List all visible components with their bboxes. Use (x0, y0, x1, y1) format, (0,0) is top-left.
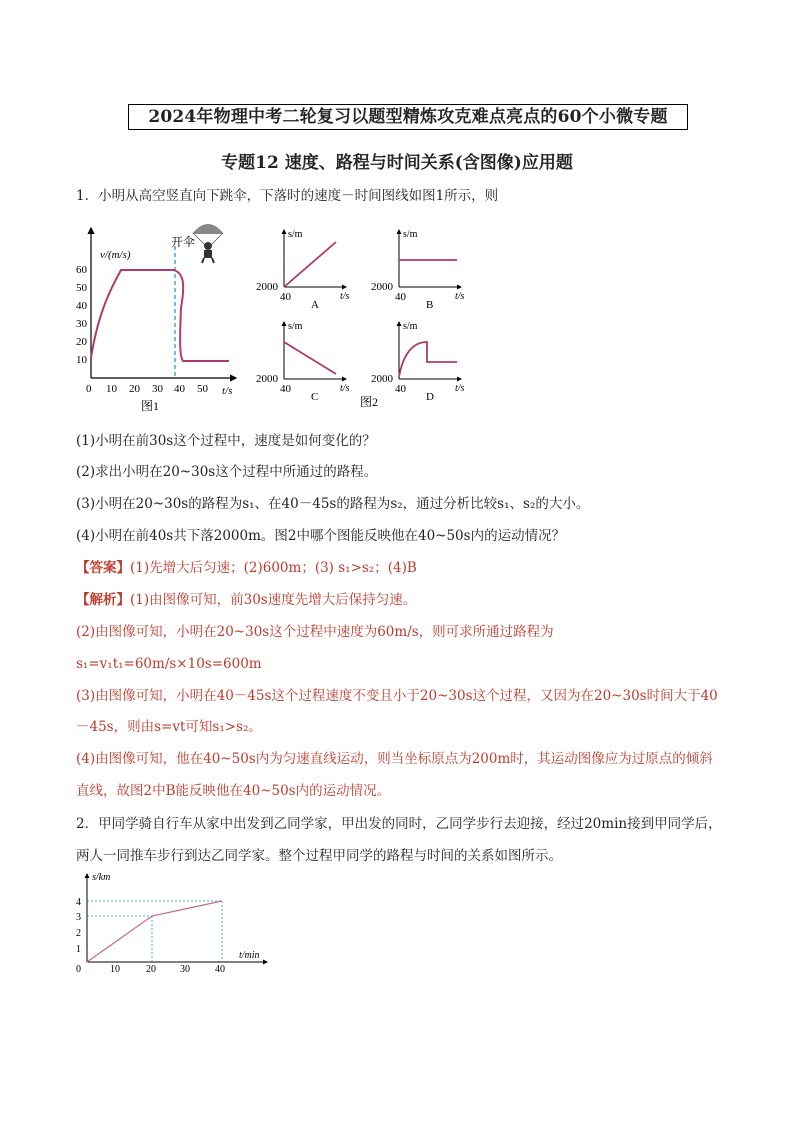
fig2-d-y0: 2000 (371, 373, 393, 385)
fig2-panel-b (371, 229, 465, 311)
q1-analysis-line-2: (2)由图像可知，小明在20~30s这个过程中速度为60m/s，则可求所通过路程为 (76, 624, 554, 640)
parachutist-icon (192, 224, 224, 263)
fig2-b-xlabel: t/s (455, 291, 465, 302)
fig2-c-line (284, 342, 336, 374)
q1-analysis-line-6: (4)由图像可知，他在40~50s内为匀速直线运动，则当坐标原点为200m时，其运动图像应为过原点的倾斜 (76, 751, 713, 767)
fig1-xtick: 10 (106, 383, 117, 395)
fig2-a-x0: 40 (280, 291, 291, 303)
fig2-d-x0: 40 (395, 383, 406, 395)
q1-part-2: (2)求出小明在20~30s这个过程中所通过的路程。 (76, 464, 378, 480)
q2-distance-time-graph (72, 870, 282, 980)
fig1-ytick: 20 (76, 336, 87, 348)
fig2-d-curve (399, 342, 457, 377)
q1-answer (76, 559, 417, 577)
fig2-c-label: C (311, 391, 319, 403)
fig2-panel-a (256, 229, 350, 311)
q2-ytick: 3 (76, 912, 81, 923)
question-2-stem-1: 2．甲同学骑自行车从家中出发到乙同学家，甲出发的同时，乙同学步行去迎接，经过20min接到甲同学后， (76, 816, 722, 832)
fig2-panel-d (371, 321, 465, 403)
q2-xtick: 20 (146, 964, 156, 975)
fig1-xtick: 40 (174, 383, 185, 395)
figure-2-panels (250, 222, 480, 412)
fig1-ytick: 50 (76, 282, 87, 294)
fig2-caption: 图2 (360, 395, 379, 409)
fig2-c-xlabel: t/s (340, 383, 350, 394)
fig1-ytick: 40 (76, 300, 87, 312)
fig2-d-xlabel: t/s (455, 383, 465, 394)
fig2-a-xlabel: t/s (340, 291, 350, 302)
fig2-c-ylabel: s/m (288, 321, 303, 332)
q1-analysis-line-3: s₁=v₁t₁=60m/s×10s=600m (76, 656, 262, 672)
q2-xlabel: t/min (239, 950, 260, 961)
q2-xtick: 0 (76, 964, 81, 975)
fig2-d-label: D (426, 391, 434, 403)
fig2-c-y0: 2000 (256, 373, 278, 385)
analysis-tag: 【解析】 (76, 592, 130, 608)
fig2-b-ylabel: s/m (403, 229, 418, 240)
fig2-panel-c (256, 321, 350, 403)
q1-part-3: (3)小明在20~30s的路程为s₁、在40－45s的路程为s₂，通过分析比较s₁、s₂的大小。 (76, 496, 590, 512)
answer-text: (1)先增大后匀速；(2)600m；(3) s₁>s₂；(4)B (130, 560, 417, 576)
fig1-xtick: 0 (86, 383, 92, 395)
fig1-annotation: 开伞 (171, 235, 196, 249)
q2-ytick: 2 (76, 928, 81, 939)
fig2-d-ylabel: s/m (403, 321, 418, 332)
analysis-text: (1)由图像可知，前30s速度先增大后保持匀速。 (130, 592, 417, 608)
q1-part-4: (4)小明在前40s共下落2000m。图2中哪个图能反映他在40~50s内的运动情况？ (76, 528, 566, 544)
figure-1-velocity-time-graph (76, 218, 246, 418)
fig2-b-y0: 2000 (371, 281, 393, 293)
q2-xtick: 40 (215, 964, 225, 975)
q1-analysis-line-1 (76, 591, 416, 609)
fig2-b-label: B (426, 299, 434, 311)
fig1-caption: 图1 (141, 399, 160, 413)
q2-ytick: 4 (76, 897, 81, 908)
q1-analysis-line-7: 直线，故图2中B能反映他在40~50s内的运动情况。 (76, 783, 391, 799)
fig1-xtick: 50 (197, 383, 208, 395)
q2-ylabel: s/km (92, 872, 111, 883)
fig1-ytick: 60 (76, 264, 87, 276)
fig2-a-label: A (311, 299, 319, 311)
fig1-ytick: 10 (76, 354, 87, 366)
fig1-xtick: 20 (129, 383, 140, 395)
fig2-a-ylabel: s/m (288, 229, 303, 240)
fig1-ylabel: v/(m/s) (100, 249, 131, 261)
q1-analysis-line-5: －45s，则由s=vt可知s₁>s₂。 (76, 719, 262, 735)
fig2-c-x0: 40 (280, 383, 291, 395)
fig1-xtick: 30 (152, 383, 163, 395)
fig1-velocity-curve (91, 270, 229, 361)
q2-xtick: 10 (110, 964, 120, 975)
document-header: 2024年物理中考二轮复习以题型精炼攻克难点亮点的60个小微专题 (128, 104, 688, 130)
topic-title: 专题12 速度、路程与时间关系(含图像)应用题 (221, 153, 573, 173)
answer-tag: 【答案】 (76, 560, 130, 576)
fig2-a-y0: 2000 (256, 281, 278, 293)
q2-ytick: 1 (76, 944, 81, 955)
fig2-b-x0: 40 (395, 291, 406, 303)
question-2-stem-2: 两人一同推车步行到达乙同学家。整个过程甲同学的路程与时间的关系如图所示。 (76, 848, 562, 864)
q2-xtick: 30 (180, 964, 190, 975)
q1-analysis-line-4: (3)由图像可知，小明在40－45s这个过程速度不变且小于20~30s这个过程，又因为在20~30s时间大于40 (76, 688, 718, 704)
fig2-a-line (284, 242, 336, 287)
fig1-ytick: 30 (76, 318, 87, 330)
fig1-xlabel: t/s (222, 385, 233, 397)
question-1-stem: 1．小明从高空竖直向下跳伞，下落时的速度－时间图线如图1所示，则 (76, 188, 499, 204)
q2-distance-line (87, 901, 222, 962)
q1-part-1: (1)小明在前30s这个过程中，速度是如何变化的？ (76, 433, 376, 449)
